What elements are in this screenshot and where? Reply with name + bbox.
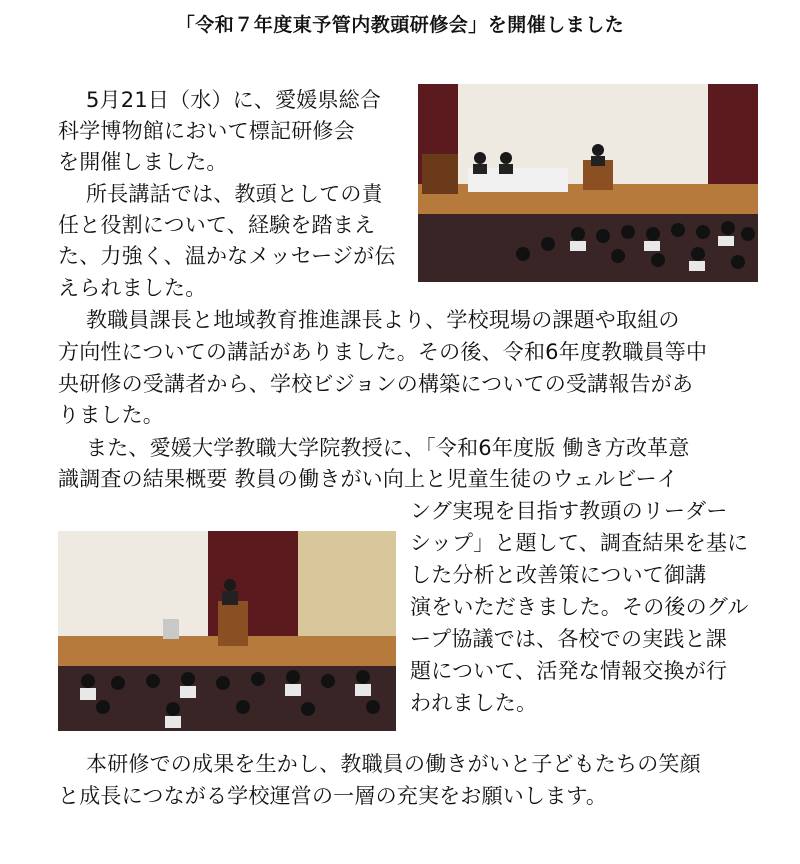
paragraph-4-line-6: 演をいただきました。その後のグル bbox=[410, 595, 749, 619]
paragraph-1-line-1: 5月21日（水）に、愛媛県総合 bbox=[86, 88, 382, 112]
paragraph-4-line-8: 題について、活発な情報交換が行 bbox=[410, 659, 728, 683]
paragraph-5-line-2: と成長につながる学校運営の一層の充実をお願いします。 bbox=[58, 784, 608, 808]
paragraph-4-line-7: ープ協議では、各校での実践と課 bbox=[410, 627, 727, 651]
paragraph-2-line-3: た、力強く、温かなメッセージが伝 bbox=[58, 244, 396, 268]
paragraph-1-line-3: を開催しました。 bbox=[58, 150, 228, 174]
paragraph-2-line-1: 所長講話では、教頭としての責 bbox=[86, 182, 383, 206]
paragraph-4-line-5: した分析と改善策について御講 bbox=[410, 563, 707, 587]
paragraph-2-line-2: 任と役割について、経験を踏まえ bbox=[58, 213, 376, 237]
photo-lecture-speaker bbox=[58, 531, 396, 731]
paragraph-4-line-4: シップ」と題して、調査結果を基に bbox=[410, 531, 749, 555]
photo-panel-stage bbox=[418, 84, 758, 282]
page-title: 「令和７年度東予管内教頭研修会」を開催しました bbox=[175, 14, 625, 36]
paragraph-5-line-1: 本研修での成果を生かし、教職員の働きがいと子どもたちの笑顔 bbox=[86, 752, 701, 776]
paragraph-4-line-2: 識調査の結果概要 教員の働きがい向上と児童生徒のウェルビーイ bbox=[58, 467, 678, 491]
paragraph-1-line-2: 科学博物館において標記研修会 bbox=[58, 119, 355, 143]
paragraph-3-line-4: りました。 bbox=[58, 403, 164, 427]
paragraph-4-line-1: また、愛媛大学教職大学院教授に、「令和6年度版 働き方改革意 bbox=[86, 436, 690, 460]
paragraph-3-line-1: 教職員課長と地域教育推進課長より、学校現場の課題や取組の bbox=[86, 308, 680, 332]
paragraph-2-line-4: えられました。 bbox=[58, 276, 207, 300]
paragraph-4-line-3: ング実現を目指す教頭のリーダー bbox=[410, 499, 728, 523]
paragraph-3-line-3: 央研修の受講者から、学校ビジョンの構築についての受講報告があ bbox=[58, 372, 694, 396]
paragraph-4-line-9: われました。 bbox=[410, 691, 538, 715]
paragraph-3-line-2: 方向性についての講話がありました。その後、令和6年度教職員等中 bbox=[58, 340, 708, 364]
